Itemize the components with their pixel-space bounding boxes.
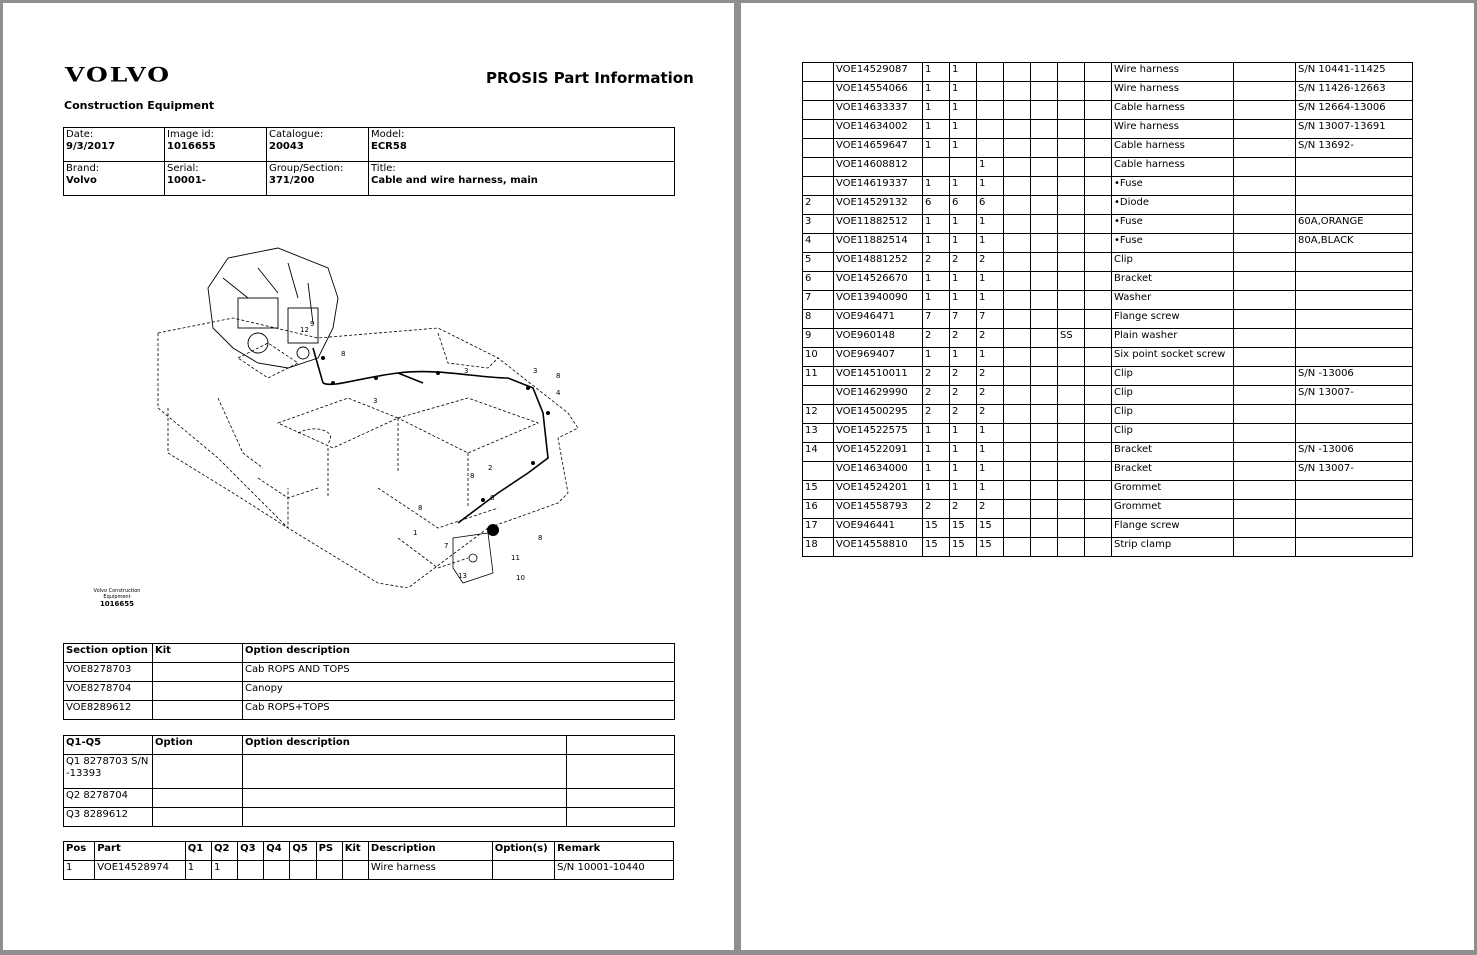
table-row: 2 VOE14529132 6 6 6 •Diode <box>803 196 1413 215</box>
q-options-table <box>63 735 675 827</box>
parts-table-page2 <box>802 62 1413 557</box>
callout-3a: 3 <box>373 397 378 405</box>
callout-8e: 8 <box>538 534 543 542</box>
col-option-description: Option description <box>243 644 675 663</box>
table-row: 3 VOE11882512 1 1 1 •Fuse 60A,ORANGE <box>803 215 1413 234</box>
callout-3b: 3 <box>464 367 469 375</box>
table-row: VOE14608812 1 Cable harness <box>803 158 1413 177</box>
table-row: VOE14633337 1 1 Cable harness S/N 12664-13006 <box>803 101 1413 120</box>
page-title: PROSIS Part Information <box>486 69 694 87</box>
callout-11: 11 <box>511 554 520 562</box>
table-row: Q3 8289612 <box>64 808 675 827</box>
table-row: 9 VOE960148 2 2 2 SS Plain washer <box>803 329 1413 348</box>
section-options-table <box>63 643 675 720</box>
table-row: VOE14529087 1 1 Wire harness S/N 10441-11425 <box>803 63 1413 82</box>
date-cell: Date: 9/3/2017 <box>64 128 165 162</box>
table-row: VOE8278703 Cab ROPS AND TOPS <box>64 663 675 682</box>
table-row: 5 VOE14881252 2 2 2 Clip <box>803 253 1413 272</box>
callout-8c: 8 <box>470 472 475 480</box>
col-section-option: Section option <box>64 644 153 663</box>
col-blank <box>567 736 675 755</box>
callout-8d: 8 <box>418 504 423 512</box>
volvo-logo: VOLVO <box>65 63 172 87</box>
table-row: 10 VOE969407 1 1 1 Six point socket screw <box>803 348 1413 367</box>
callout-7: 7 <box>444 542 449 550</box>
table-row: VOE8289612 Cab ROPS+TOPS <box>64 701 675 720</box>
table-row: 6 VOE14526670 1 1 1 Bracket <box>803 272 1413 291</box>
callout-10: 10 <box>516 574 525 582</box>
model-cell: Model: ECR58 <box>369 128 675 162</box>
callout-8a: 8 <box>341 350 346 358</box>
table-row: VOE14634002 1 1 Wire harness S/N 13007-13691 <box>803 120 1413 139</box>
info-table <box>63 127 675 196</box>
col-kit: Kit <box>342 842 368 861</box>
callout-13: 13 <box>458 572 467 580</box>
table-row: VOE14659647 1 1 Cable harness S/N 13692- <box>803 139 1413 158</box>
table-row: 4 VOE11882514 1 1 1 •Fuse 80A,BLACK <box>803 234 1413 253</box>
table-row: 18 VOE14558810 15 15 15 Strip clamp <box>803 538 1413 557</box>
exploded-parts-diagram <box>138 238 588 588</box>
table-row: 13 VOE14522575 1 1 1 Clip <box>803 424 1413 443</box>
col-q1-q5: Q1-Q5 <box>64 736 153 755</box>
table-row: 12 VOE14500295 2 2 2 Clip <box>803 405 1413 424</box>
table-row: 16 VOE14558793 2 2 2 Grommet <box>803 500 1413 519</box>
col-remark: Remark <box>555 842 674 861</box>
col-q2: Q2 <box>211 842 237 861</box>
table-row: 14 VOE14522091 1 1 1 Bracket S/N -13006 <box>803 443 1413 462</box>
brand-cell: Brand: Volvo <box>64 162 165 196</box>
callout-4: 4 <box>556 389 561 397</box>
serial-cell: Serial: 10001- <box>165 162 267 196</box>
table-row: 15 VOE14524201 1 1 1 Grommet <box>803 481 1413 500</box>
callout-8b: 8 <box>556 372 561 380</box>
document-page-2 <box>741 3 1474 950</box>
col-option: Option <box>153 736 243 755</box>
col-pos: Pos <box>64 842 95 861</box>
table-row: VOE14619337 1 1 1 •Fuse <box>803 177 1413 196</box>
parts-table-page1 <box>63 841 674 880</box>
col-q-option-description: Option description <box>243 736 567 755</box>
table-row: VOE14634000 1 1 1 Bracket S/N 13007- <box>803 462 1413 481</box>
title-cell: Title: Cable and wire harness, main <box>369 162 675 196</box>
table-row: 7 VOE13940090 1 1 1 Washer <box>803 291 1413 310</box>
table-row: VOE14629990 2 2 2 Clip S/N 13007- <box>803 386 1413 405</box>
col-ps: PS <box>316 842 342 861</box>
col-options: Option(s) <box>492 842 554 861</box>
diagram-image-id: 1016655 <box>99 600 135 608</box>
table-row: Q1 8278703 S/N -13393 <box>64 755 675 789</box>
table-row: 8 VOE946471 7 7 7 Flange screw <box>803 310 1413 329</box>
col-q4: Q4 <box>264 842 290 861</box>
callout-12: 12 <box>300 326 309 334</box>
table-row: 1 VOE14528974 1 1 Wire harness S/N 10001-10440 <box>64 861 674 880</box>
callout-9: 9 <box>310 320 315 328</box>
document-page-1 <box>3 3 734 950</box>
col-kit: Kit <box>153 644 243 663</box>
table-row: 17 VOE946441 15 15 15 Flange screw <box>803 519 1413 538</box>
col-part: Part <box>95 842 186 861</box>
col-q5: Q5 <box>290 842 316 861</box>
table-row: VOE14554066 1 1 Wire harness S/N 11426-12663 <box>803 82 1413 101</box>
table-row: 11 VOE14510011 2 2 2 Clip S/N -13006 <box>803 367 1413 386</box>
callout-6: 6 <box>490 494 495 502</box>
brand-subtitle: Construction Equipment <box>64 99 215 112</box>
callout-1: 1 <box>413 529 418 537</box>
table-row: Q2 8278704 <box>64 789 675 808</box>
diagram-caption: Volvo Construction Equipment <box>93 588 141 600</box>
table-row: VOE8278704 Canopy <box>64 682 675 701</box>
col-q1: Q1 <box>185 842 211 861</box>
col-q3: Q3 <box>238 842 264 861</box>
col-description: Description <box>368 842 492 861</box>
group-cell: Group/Section: 371/200 <box>267 162 369 196</box>
callout-3c: 3 <box>533 367 538 375</box>
callout-2: 2 <box>488 464 493 472</box>
image-id-cell: Image id: 1016655 <box>165 128 267 162</box>
catalogue-cell: Catalogue: 20043 <box>267 128 369 162</box>
